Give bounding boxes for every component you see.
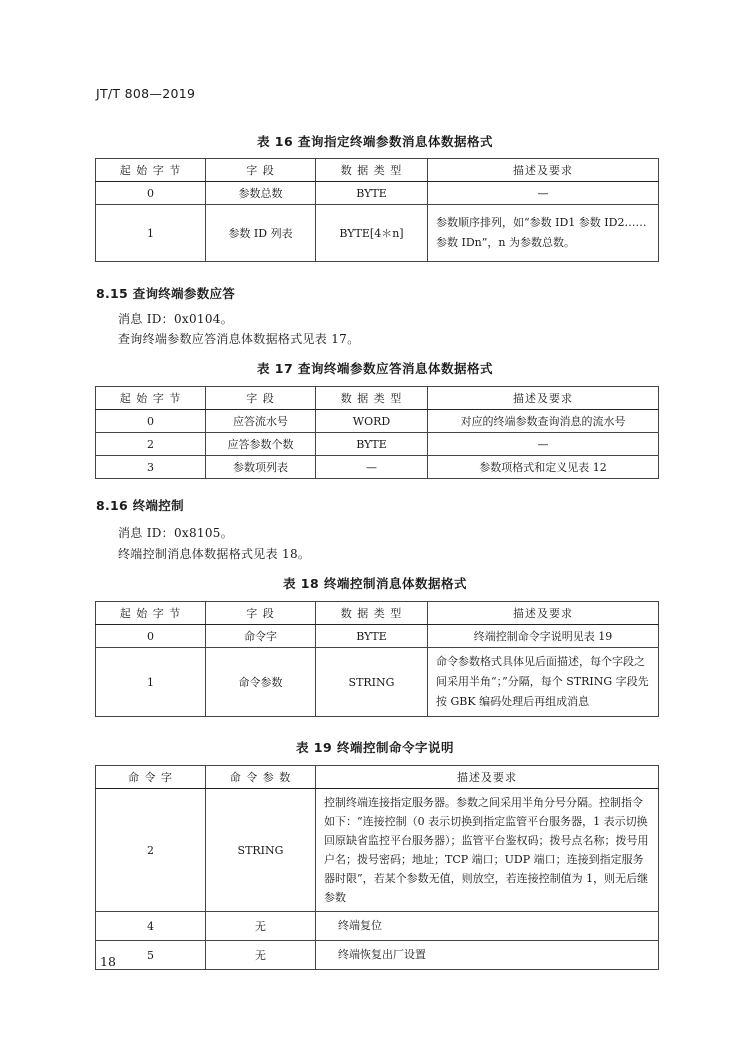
table-17-caption: 表 17 查询终端参数应答消息体数据格式 bbox=[256, 361, 494, 376]
cell-field: 命令参数 bbox=[206, 648, 316, 717]
col-header-start-byte: 起 始 字 节 bbox=[96, 602, 206, 625]
cell-field: 参数总数 bbox=[206, 182, 316, 205]
section-8-16-heading: 8.16 终端控制 bbox=[96, 498, 184, 513]
cell-description: — bbox=[428, 433, 659, 456]
section-8-15-reference: 查询终端参数应答消息体数据格式见表 17。 bbox=[118, 332, 360, 346]
section-8-15-heading: 8.15 查询终端参数应答 bbox=[96, 286, 236, 301]
cell-field: 应答参数个数 bbox=[206, 433, 316, 456]
cell-start-byte: 1 bbox=[96, 205, 206, 262]
col-header-command-param: 命 令 参 数 bbox=[206, 766, 316, 789]
table-row bbox=[96, 433, 659, 456]
table-17 bbox=[95, 386, 659, 479]
col-header-field: 字 段 bbox=[206, 602, 316, 625]
cell-field: 参数 ID 列表 bbox=[206, 205, 316, 262]
col-header-description: 描述及要求 bbox=[428, 159, 659, 182]
table-16-caption: 表 16 查询指定终端参数消息体数据格式 bbox=[256, 134, 494, 149]
cell-command-param: STRING bbox=[206, 789, 316, 912]
cell-data-type: BYTE bbox=[316, 433, 428, 456]
cell-description: 参数项格式和定义见表 12 bbox=[428, 456, 659, 479]
cell-field: 应答流水号 bbox=[206, 410, 316, 433]
cell-data-type: STRING bbox=[316, 648, 428, 717]
section-8-15-message-id: 消息 ID：0x0104。 bbox=[118, 312, 234, 326]
table-row bbox=[96, 912, 659, 941]
col-header-description: 描述及要求 bbox=[428, 602, 659, 625]
cell-data-type: — bbox=[316, 456, 428, 479]
cell-data-type: BYTE[4＊n] bbox=[316, 205, 428, 262]
table-row bbox=[96, 648, 659, 717]
cell-start-byte: 0 bbox=[96, 182, 206, 205]
col-header-command-word: 命 令 字 bbox=[96, 766, 206, 789]
col-header-start-byte: 起 始 字 节 bbox=[96, 387, 206, 410]
cell-command-param: 无 bbox=[206, 941, 316, 970]
cell-description: 终端恢复出厂设置 bbox=[316, 941, 659, 970]
table-18 bbox=[95, 601, 659, 717]
col-header-description: 描述及要求 bbox=[316, 766, 659, 789]
table-row bbox=[96, 205, 659, 262]
cell-field: 参数项列表 bbox=[206, 456, 316, 479]
table-row bbox=[96, 182, 659, 205]
cell-start-byte: 0 bbox=[96, 625, 206, 648]
cell-description: 控制终端连接指定服务器。参数之间采用半角分号分隔。控制指令如下：“连接控制（0 表示切换到指定监管平台服务器，1 表示切换回原缺省监控平台服务器）；监管平台鉴权码；拨号点名称；拨号用户名；拨号密码；地址；TCP 端口；UDP 端口；连接到指定服务器时限”，若某个参数无值，则放空，若连接控制值为 1，则无后继参数 bbox=[316, 789, 659, 912]
cell-data-type: BYTE bbox=[316, 625, 428, 648]
col-header-start-byte: 起 始 字 节 bbox=[96, 159, 206, 182]
cell-data-type: WORD bbox=[316, 410, 428, 433]
standard-code: JT/T 808—2019 bbox=[96, 86, 196, 101]
cell-command-word: 4 bbox=[96, 912, 206, 941]
col-header-data-type: 数 据 类 型 bbox=[316, 602, 428, 625]
cell-description: 终端复位 bbox=[316, 912, 659, 941]
cell-description: 对应的终端参数查询消息的流水号 bbox=[428, 410, 659, 433]
table-16 bbox=[95, 158, 659, 262]
cell-description: 终端控制命令字说明见表 19 bbox=[428, 625, 659, 648]
col-header-field: 字 段 bbox=[206, 159, 316, 182]
table-row bbox=[96, 456, 659, 479]
cell-start-byte: 3 bbox=[96, 456, 206, 479]
cell-command-param: 无 bbox=[206, 912, 316, 941]
table-row bbox=[96, 941, 659, 970]
cell-command-word: 2 bbox=[96, 789, 206, 912]
cell-description: 命令参数格式具体见后面描述，每个字段之间采用半角“；”分隔，每个 STRING 字段先按 GBK 编码处理后再组成消息 bbox=[428, 648, 659, 717]
section-8-16-reference: 终端控制消息体数据格式见表 18。 bbox=[118, 547, 311, 561]
cell-command-word: 5 bbox=[96, 941, 206, 970]
col-header-data-type: 数 据 类 型 bbox=[316, 159, 428, 182]
table-row bbox=[96, 789, 659, 912]
cell-description: — bbox=[428, 182, 659, 205]
cell-start-byte: 2 bbox=[96, 433, 206, 456]
page-number: 18 bbox=[100, 954, 116, 969]
col-header-field: 字 段 bbox=[206, 387, 316, 410]
table-19 bbox=[95, 765, 659, 970]
table-18-caption: 表 18 终端控制消息体数据格式 bbox=[282, 576, 468, 591]
table-row bbox=[96, 625, 659, 648]
table-row bbox=[96, 410, 659, 433]
cell-description: 参数顺序排列，如“参数 ID1 参数 ID2……参数 IDn”，n 为参数总数。 bbox=[428, 205, 659, 262]
col-header-data-type: 数 据 类 型 bbox=[316, 387, 428, 410]
cell-field: 命令字 bbox=[206, 625, 316, 648]
section-8-16-message-id: 消息 ID：0x8105。 bbox=[118, 526, 234, 540]
col-header-description: 描述及要求 bbox=[428, 387, 659, 410]
cell-data-type: BYTE bbox=[316, 182, 428, 205]
cell-start-byte: 1 bbox=[96, 648, 206, 717]
cell-start-byte: 0 bbox=[96, 410, 206, 433]
table-19-caption: 表 19 终端控制命令字说明 bbox=[295, 740, 455, 755]
